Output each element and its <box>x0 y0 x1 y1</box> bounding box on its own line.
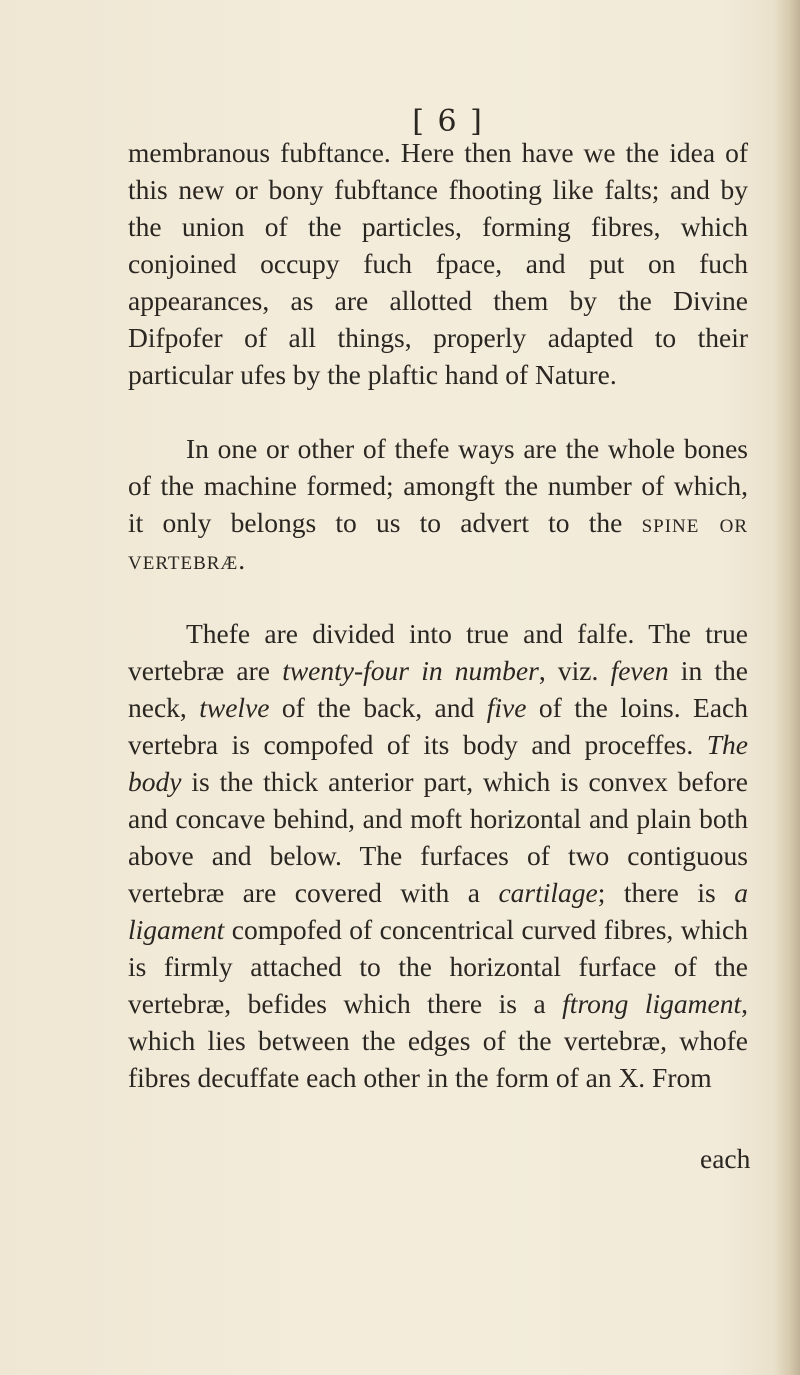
body-text <box>128 134 748 1096</box>
text-segment: ; there is <box>597 877 735 908</box>
italic-term: a ligament <box>128 877 748 945</box>
italic-term: twelve <box>199 692 270 723</box>
paragraph-2 <box>128 430 748 578</box>
text-segment: is the thick anterior part, which is convex before and concave behind, and moft horizontal and plain both above and below. The furfaces of two contiguous vertebræ are covered with a <box>128 766 748 908</box>
text-segment: Thefe are divided into true and falfe. The true vertebræ are <box>128 618 748 686</box>
italic-term: twenty-four in number <box>282 655 539 686</box>
italic-term: cartilage <box>498 877 598 908</box>
text-segment: of the back, and <box>269 692 487 723</box>
page-edge-shadow <box>774 0 800 1375</box>
paragraph-1 <box>128 134 748 393</box>
text-segment: of the loins. Each vertebra is compofed of its body and proceffes. <box>128 692 748 760</box>
text-segment: in the neck, <box>128 655 748 723</box>
text-segment: , viz. <box>538 655 611 686</box>
italic-term: five <box>486 692 527 723</box>
text-segment: In one or other of thefe ways are the whole bones of the machine formed; amongft the number of which, it only belongs to us to advert to the <box>128 433 748 538</box>
italic-term: The body <box>128 729 748 797</box>
text-segment: membranous fubftance. Here then have we the idea of this new or bony fubftance fhooting like falts; and by the union of the particles, forming fibres, which conjoined occupy fuch fpace, and put on fuch appearances, as are allotted them by the Divine Difpofer of all things, properly adapted to their particular ufes by the plaftic hand of Nature. <box>128 137 748 390</box>
text-segment: compofed of concentrical curved fibres, which is firmly attached to the horizontal furface of the vertebræ, befides which there is a <box>128 914 748 1019</box>
page-number: [ 6 ] <box>412 104 484 139</box>
paragraph-3 <box>128 615 748 1096</box>
italic-term: feven <box>610 655 669 686</box>
text-segment: , which lies between the edges of the vertebræ, whofe fibres decuffate each other in the form of an X. From <box>128 988 748 1093</box>
small-caps-term: spine or vertebræ. <box>128 507 748 575</box>
italic-term: ftrong ligament <box>562 988 742 1019</box>
catchword: each <box>700 1143 751 1174</box>
